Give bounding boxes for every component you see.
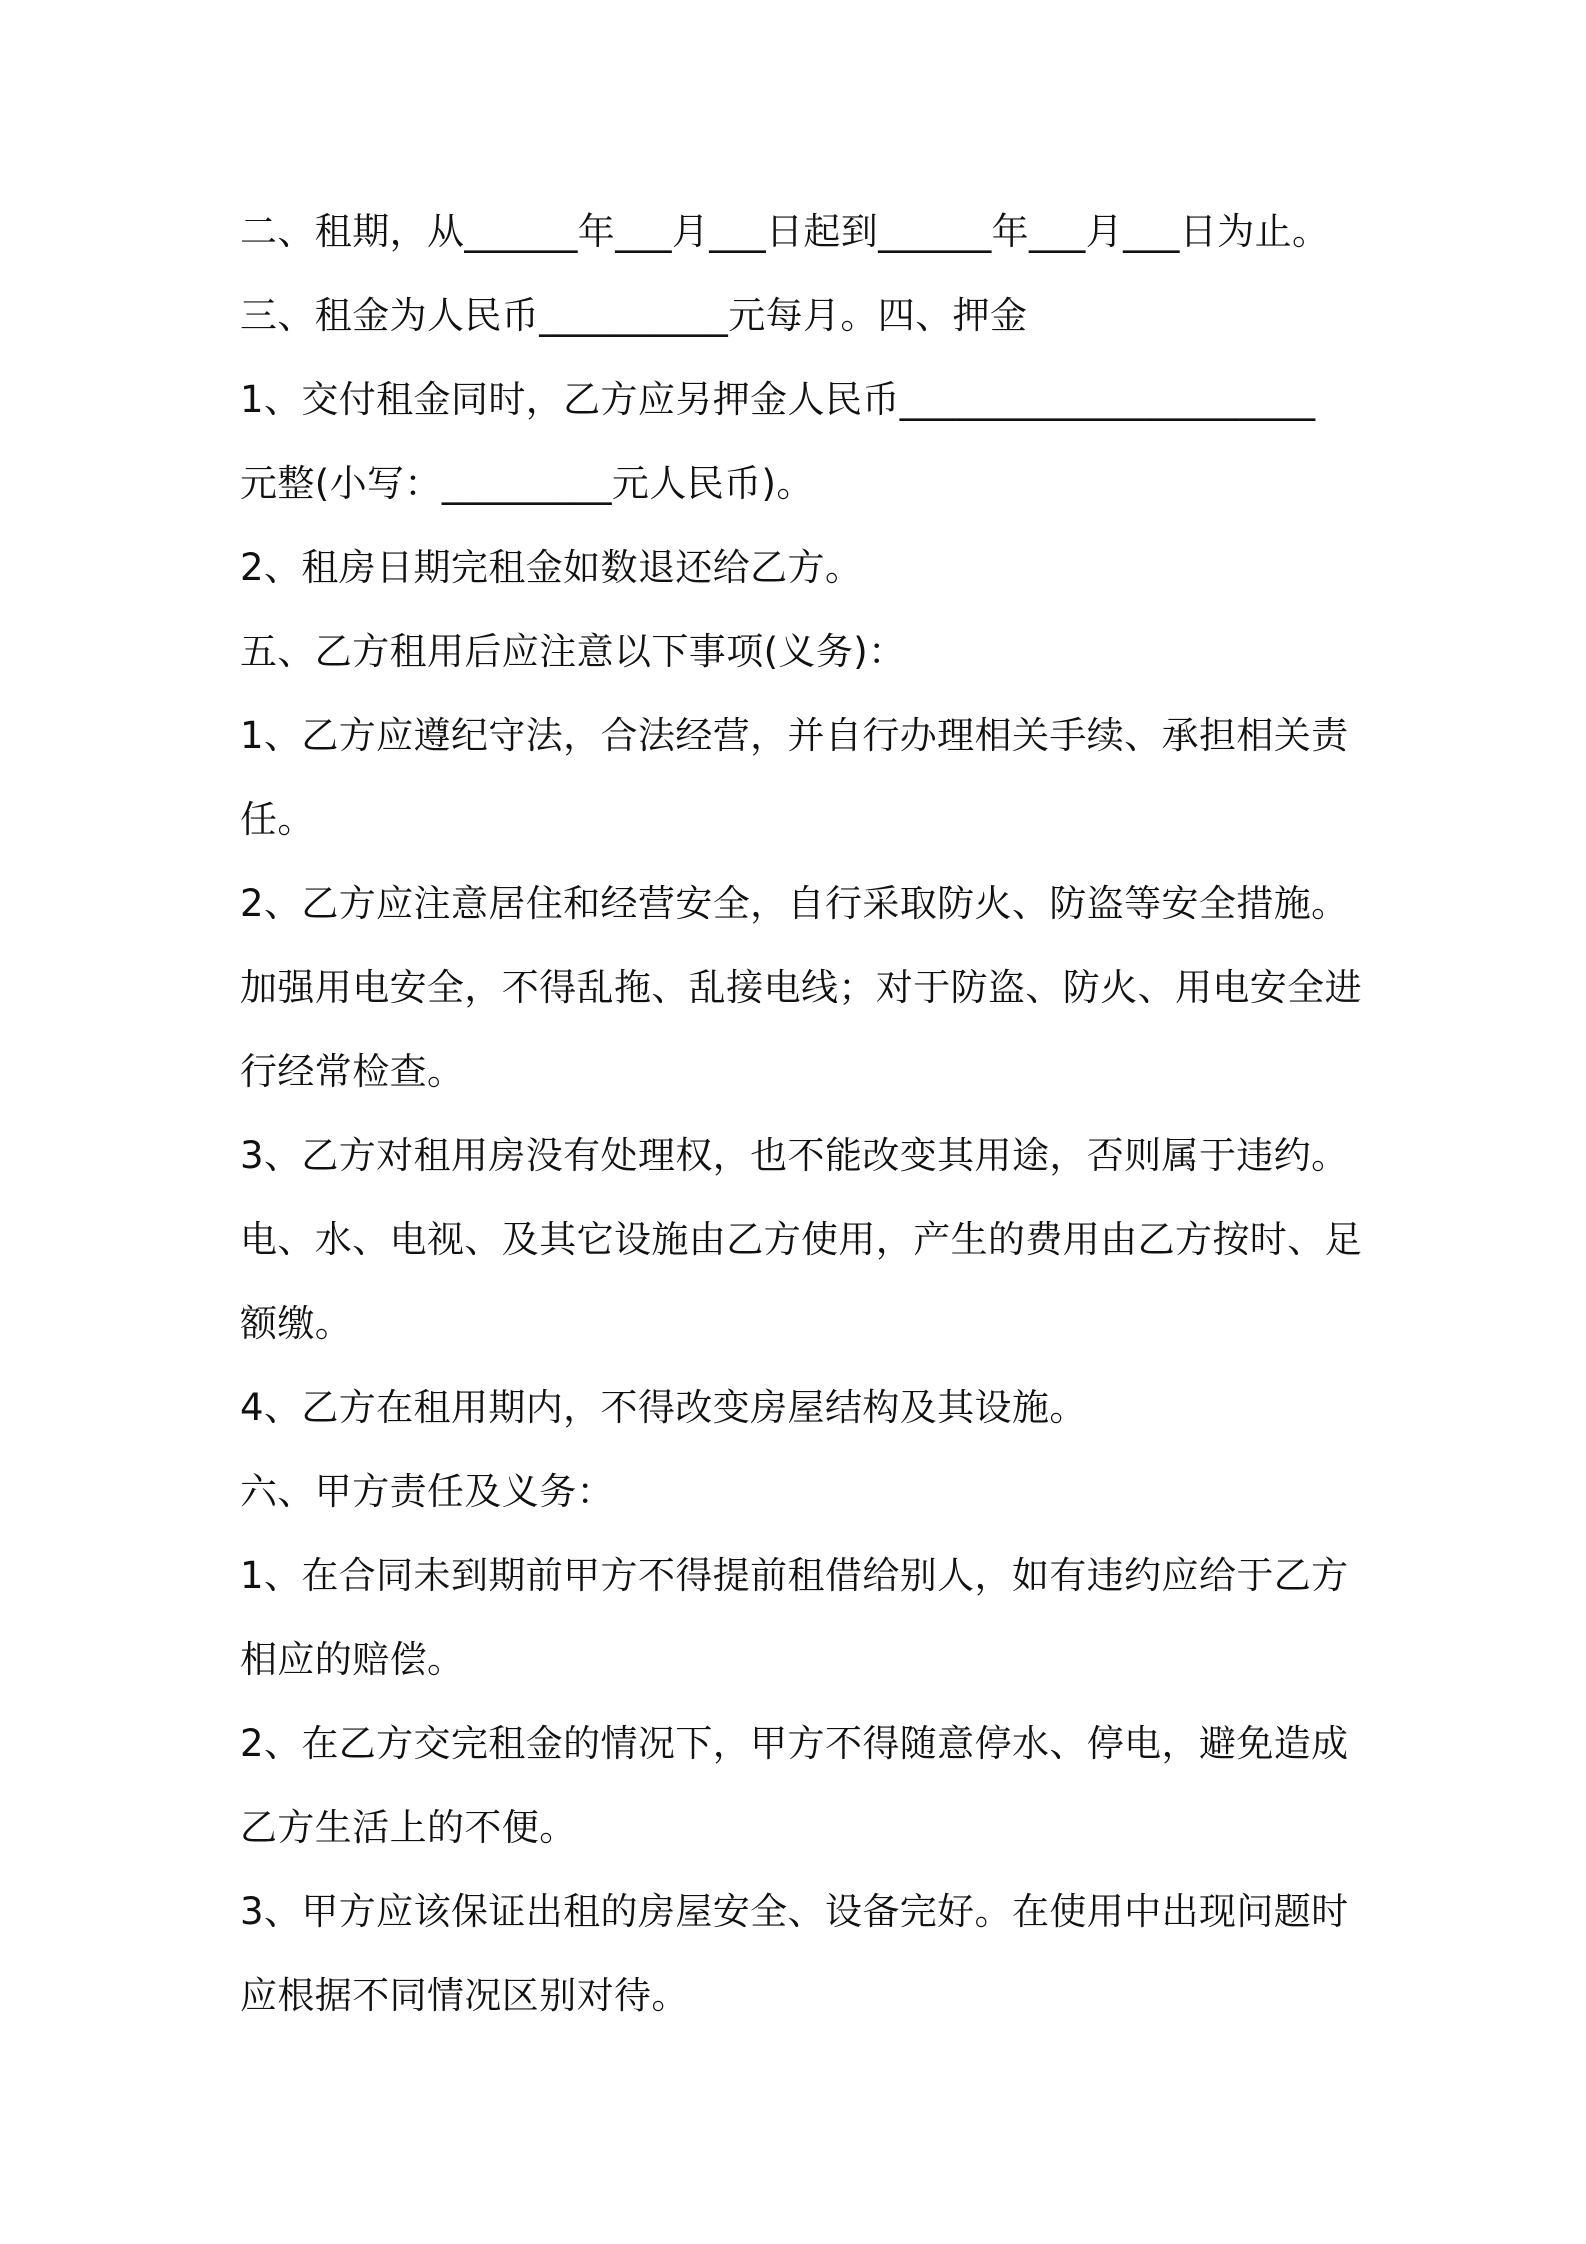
text-line: 4、乙方在租用期内，不得改变房屋结构及其设施。 xyxy=(240,1386,1087,1429)
text-line: 额缴。 xyxy=(240,1302,353,1345)
text-line: 3、甲方应该保证出租的房屋安全、设备完好。在使用中出现问题时 xyxy=(240,1890,1349,1933)
text-line: 行经常检查。 xyxy=(240,1050,465,1093)
text-line: 2、租房日期完租金如数退还给乙方。 xyxy=(240,546,863,589)
text-line: 1、交付租金同时，乙方应另押金人民币______________________ xyxy=(240,378,1316,421)
text-line: 相应的赔偿。 xyxy=(240,1638,465,1681)
text-line: 任。 xyxy=(240,798,315,841)
text-line: 元整(小写：_________元人民币)。 xyxy=(240,462,814,505)
document-body xyxy=(240,190,1380,2038)
text-line: 应根据不同情况区别对待。 xyxy=(240,1974,689,2017)
text-line: 加强用电安全，不得乱拖、乱接电线；对于防盗、防火、用电安全进 xyxy=(240,966,1362,1009)
text-line: 1、在合同未到期前甲方不得提前租借给别人，如有违约应给于乙方 xyxy=(240,1554,1349,1597)
text-line: 1、乙方应遵纪守法，合法经营，并自行办理相关手续、承担相关责 xyxy=(240,714,1349,757)
text-line: 六、甲方责任及义务： xyxy=(240,1470,614,1513)
text-line: 三、租金为人民币__________元每月。四、押金 xyxy=(240,294,1028,337)
text-line: 3、乙方对租用房没有处理权，也不能改变其用途，否则属于违约。 xyxy=(240,1134,1349,1177)
text-line: 电、水、电视、及其它设施由乙方使用，产生的费用由乙方按时、足 xyxy=(240,1218,1362,1261)
text-line: 二、租期，从______年___月___日起到______年___月___日为止。 xyxy=(240,210,1330,253)
text-line: 五、乙方租用后应注意以下事项(义务)： xyxy=(240,630,906,673)
text-line: 乙方生活上的不便。 xyxy=(240,1806,577,1849)
text-line: 2、在乙方交完租金的情况下，甲方不得随意停水、停电，避免造成 xyxy=(240,1722,1349,1765)
text-line: 2、乙方应注意居住和经营安全，自行采取防火、防盗等安全措施。 xyxy=(240,882,1349,925)
